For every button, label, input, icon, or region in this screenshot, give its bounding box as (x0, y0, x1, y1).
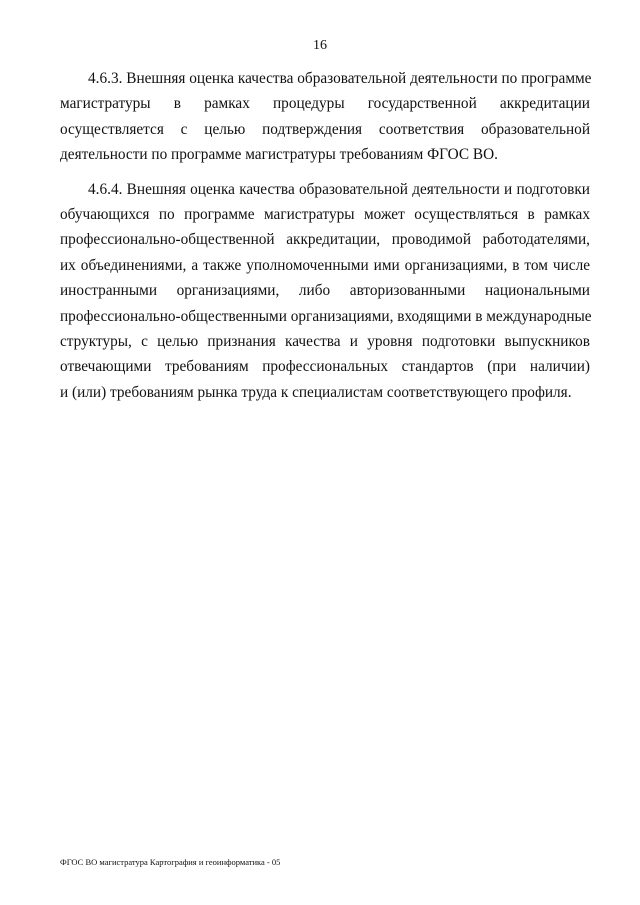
paragraph-line: профессионально-общественными организациями, входящими в международные (60, 307, 592, 325)
paragraph-line: их объединениями, а также уполномоченными ими организациями, в том числе (60, 256, 590, 274)
paragraph-line: иностранными организациями, либо авторизованными национальными (60, 282, 590, 300)
paragraph-4-6-4 (60, 177, 590, 406)
page-number: 16 (313, 38, 327, 53)
paragraph-line: магистратуры в рамках процедуры государственной аккредитации (60, 95, 590, 113)
paragraph-line: отвечающими требованиям профессиональных стандартов (при наличии) (60, 358, 590, 376)
paragraph-line: деятельности по программе магистратуры требованиям ФГОС ВО. (60, 146, 498, 164)
paragraph-line: структуры, с целью признания качества и уровня подготовки выпускников (60, 332, 590, 350)
paragraph-line: профессионально-общественной аккредитации, проводимой работодателями, (60, 231, 590, 249)
paragraph-line: 4.6.4. Внешняя оценка качества образовательной деятельности и подготовки (88, 180, 590, 198)
paragraph-line: осуществляется с целью подтверждения соответствия образовательной (60, 120, 590, 138)
paragraph-line: обучающихся по программе магистратуры может осуществляться в рамках (60, 205, 590, 223)
paragraph-line: 4.6.3. Внешняя оценка качества образовательной деятельности по программе (88, 70, 592, 87)
paragraph-line: и (или) требованиям рынка труда к специалистам соответствующего профиля. (60, 383, 572, 401)
paragraph-4-6-3 (60, 66, 590, 168)
document-body (60, 66, 590, 405)
document-footer: ФГОС ВО магистратура Картография и геоинформатика - 05 (60, 857, 281, 867)
